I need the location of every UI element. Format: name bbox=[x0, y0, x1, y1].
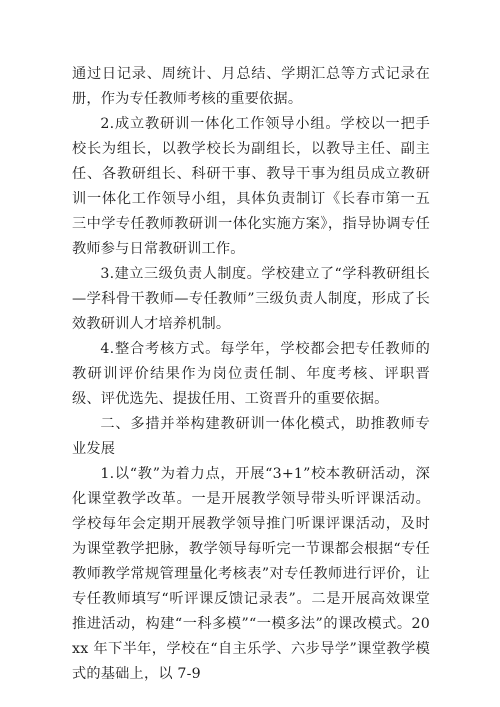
paragraph-leadership-group: 2.成立教研训一体化工作领导小组。学校以一把手校长为组长，以教学校长为副组长，以教导主任、副主任、各教研组长、科研干事、教导干事为组员成立教研训一体化工作领导小组，具体负责制订《长春市第一五三中学专任教师教研训一体化实施方案》，指导协调专任教师参与日常教研训工作。 bbox=[72, 116, 430, 257]
paragraph-assessment: 4.整合考核方式。每学年，学校都会把专任教师的教研训评价结果作为岗位责任制、年度考核、评职晋级、评优选先、提拔任用、工资晋升的重要依据。 bbox=[72, 341, 430, 407]
paragraph-continued-record: 通过日记录、周统计、月总结、学期汇总等方式记录在册，作为专任教师考核的重要依据。 bbox=[72, 66, 430, 107]
section-heading: 二、多措并举构建教研训一体化模式，助推教师专业发展 bbox=[72, 416, 430, 457]
document-body bbox=[72, 62, 430, 687]
paragraph-teaching-activities: 1.以“教”为着力点，开展“3+1”校本教研活动，深化课堂教学改革。一是开展教学领导带头听评课活动。学校每年会定期开展教学领导推门听课评课活动，及时为课堂教学把脉，教学领导每听完一节课都会根据“专任教师教学常规管理量化考核表”对专任教师进行评价，让专任教师填写“听评课反馈记录表”。二是开展高效课堂推进活动，构建“一科多模”“一模多法”的课改模式。20xx 年下半年，学校在“自主乐学、六步导学”课堂教学模式的基础上，以 7-9 bbox=[72, 466, 430, 682]
paragraph-three-level-system: 3.建立三级负责人制度。学校建立了“学科教研组长—学科骨干教师—专任教师”三级负责人制度，形成了长效教研训人才培养机制。 bbox=[72, 266, 430, 332]
